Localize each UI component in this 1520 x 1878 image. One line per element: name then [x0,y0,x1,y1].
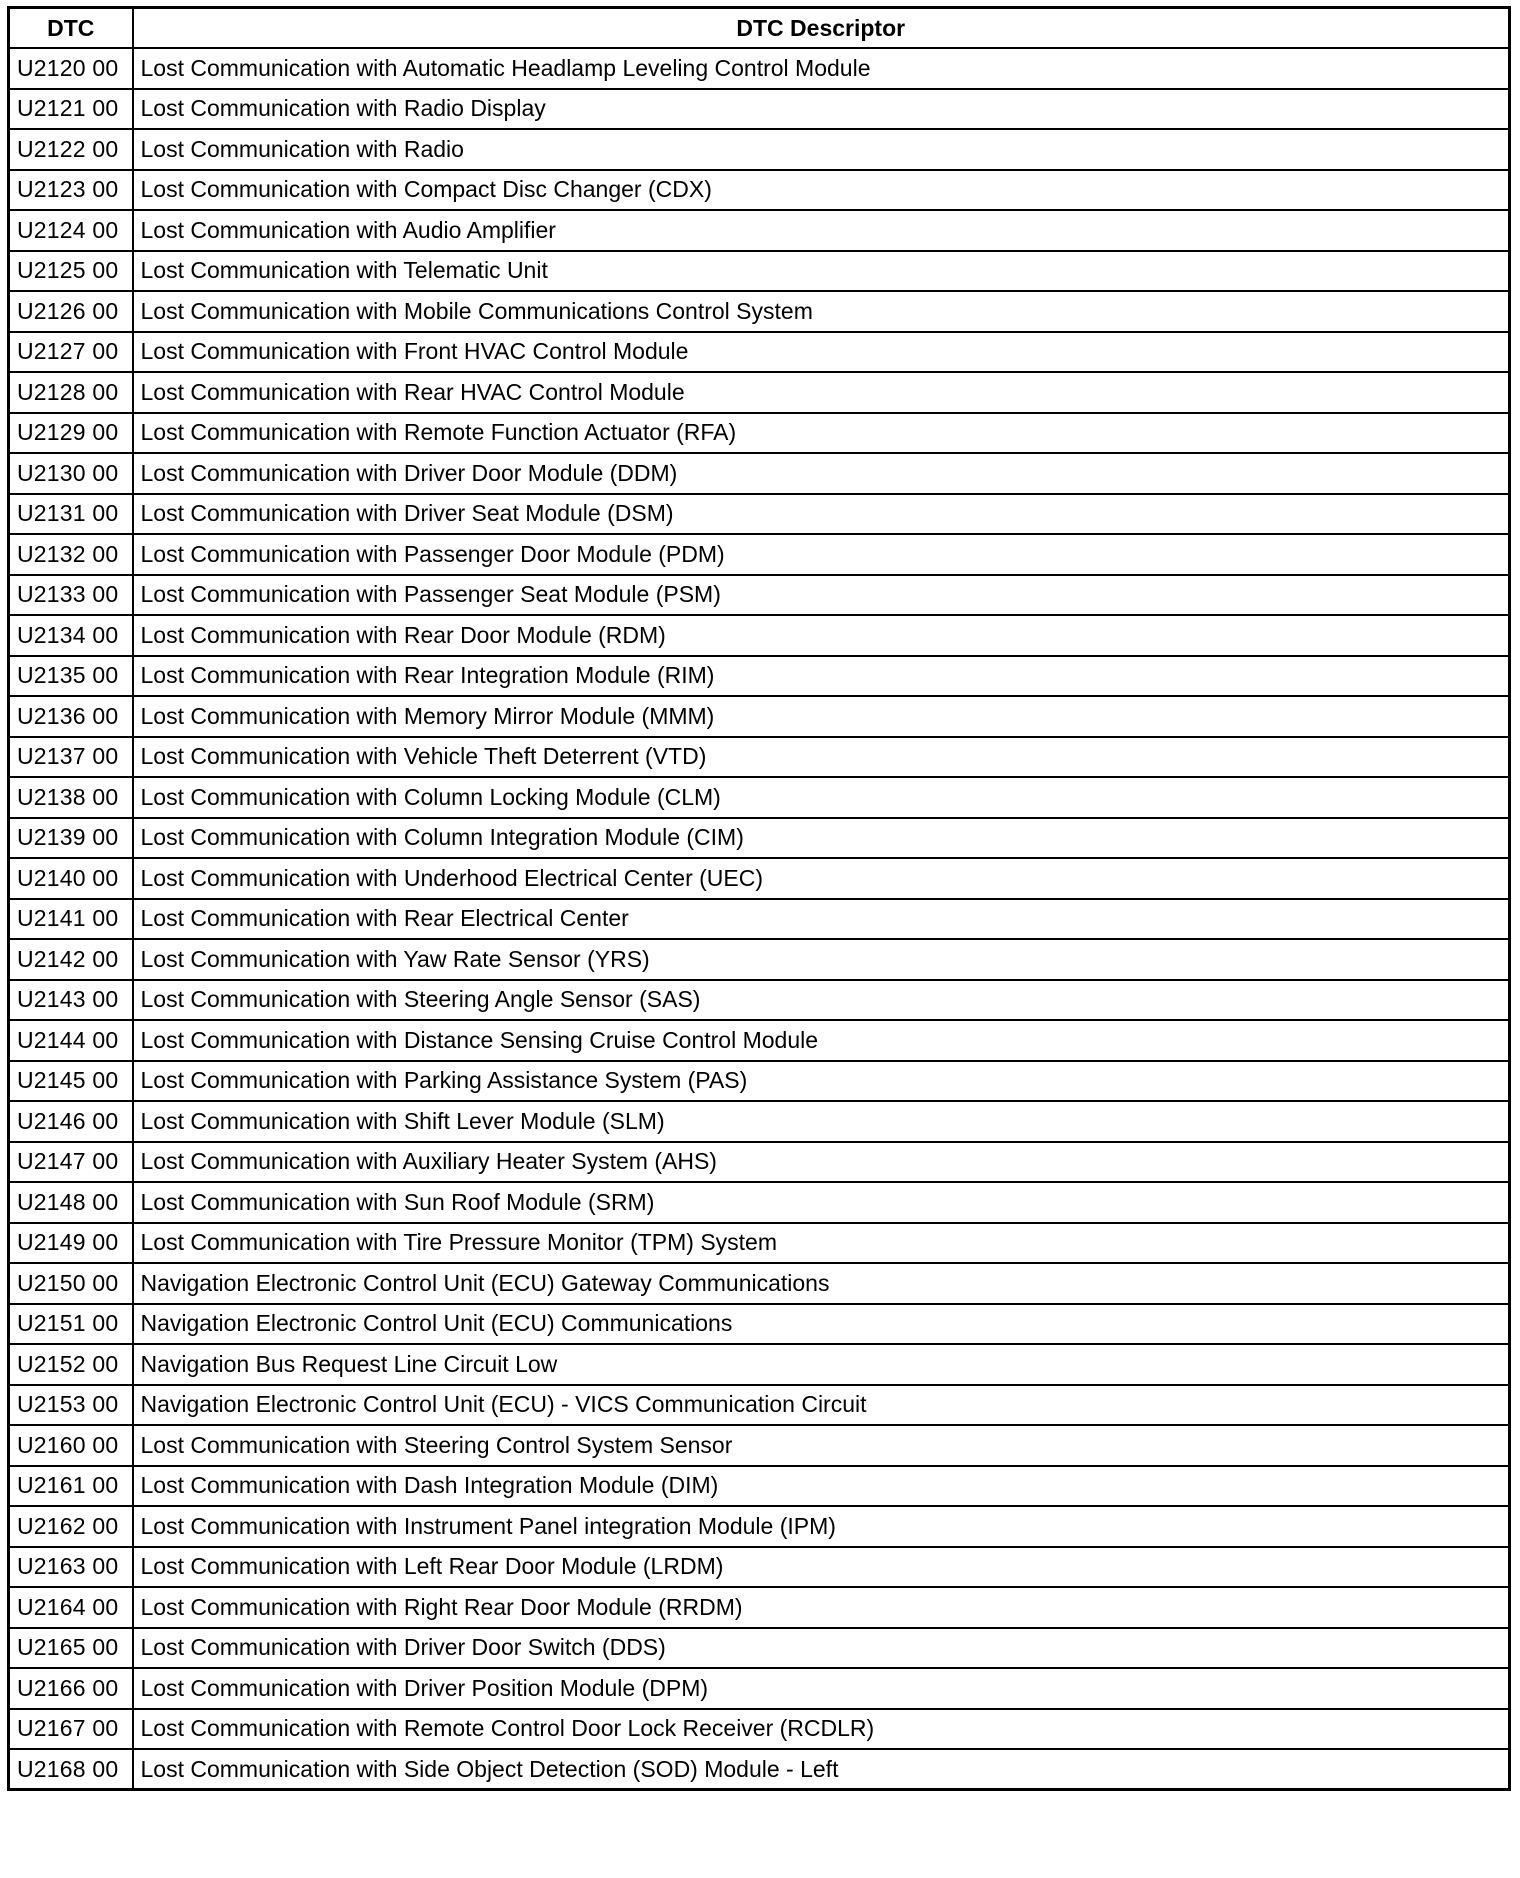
dtc-code-cell: U2148 00 [9,1182,133,1223]
table-row [9,494,1510,535]
dtc-code-cell: U2138 00 [9,777,133,818]
dtc-descriptor-cell: Navigation Electronic Control Unit (ECU) - VICS Communication Circuit [133,1385,1510,1426]
dtc-descriptor-cell: Lost Communication with Distance Sensing Cruise Control Module [133,1020,1510,1061]
dtc-descriptor-cell: Lost Communication with Driver Door Switch (DDS) [133,1628,1510,1669]
dtc-code-cell: U2129 00 [9,413,133,454]
dtc-code-cell: U2143 00 [9,980,133,1021]
dtc-descriptor-cell: Lost Communication with Passenger Door Module (PDM) [133,534,1510,575]
table-row [9,1425,1510,1466]
table-row [9,737,1510,778]
dtc-code-cell: U2131 00 [9,494,133,535]
dtc-descriptor-cell: Lost Communication with Remote Control Door Lock Receiver (RCDLR) [133,1709,1510,1750]
dtc-descriptor-cell: Lost Communication with Parking Assistance System (PAS) [133,1061,1510,1102]
table-row [9,89,1510,130]
table-row [9,1628,1510,1669]
dtc-code-cell: U2142 00 [9,939,133,980]
dtc-descriptor-cell: Lost Communication with Underhood Electrical Center (UEC) [133,858,1510,899]
table-row [9,170,1510,211]
dtc-code-cell: U2146 00 [9,1101,133,1142]
table-row [9,858,1510,899]
dtc-descriptor-cell: Lost Communication with Audio Amplifier [133,210,1510,251]
table-row [9,453,1510,494]
dtc-descriptor-cell: Lost Communication with Vehicle Theft Deterrent (VTD) [133,737,1510,778]
dtc-code-cell: U2152 00 [9,1344,133,1385]
dtc-code-cell: U2133 00 [9,575,133,616]
dtc-descriptor-cell: Lost Communication with Rear Integration Module (RIM) [133,656,1510,697]
table-body [9,48,1510,1790]
dtc-descriptor-cell: Lost Communication with Passenger Seat Module (PSM) [133,575,1510,616]
dtc-code-cell: U2125 00 [9,251,133,292]
dtc-descriptor-cell: Navigation Electronic Control Unit (ECU) Gateway Communications [133,1263,1510,1304]
table-row [9,372,1510,413]
table-row [9,251,1510,292]
dtc-descriptor-cell: Lost Communication with Shift Lever Module (SLM) [133,1101,1510,1142]
table-row [9,818,1510,859]
table-row [9,1506,1510,1547]
table-row [9,777,1510,818]
dtc-code-cell: U2130 00 [9,453,133,494]
table-row [9,939,1510,980]
table-row [9,1061,1510,1102]
dtc-code-cell: U2126 00 [9,291,133,332]
table-row [9,1263,1510,1304]
dtc-code-cell: U2165 00 [9,1628,133,1669]
dtc-code-cell: U2145 00 [9,1061,133,1102]
dtc-code-cell: U2153 00 [9,1385,133,1426]
table-row [9,1020,1510,1061]
dtc-descriptor-cell: Lost Communication with Rear HVAC Control Module [133,372,1510,413]
table-row [9,615,1510,656]
table-row [9,1668,1510,1709]
dtc-code-cell: U2132 00 [9,534,133,575]
dtc-descriptor-cell: Lost Communication with Radio [133,129,1510,170]
table-row [9,1142,1510,1183]
dtc-descriptor-cell: Lost Communication with Rear Door Module (RDM) [133,615,1510,656]
dtc-descriptor-cell: Lost Communication with Side Object Detection (SOD) Module - Left [133,1749,1510,1790]
table-row [9,1749,1510,1790]
table-row [9,332,1510,373]
dtc-descriptor-cell: Lost Communication with Column Integration Module (CIM) [133,818,1510,859]
dtc-descriptor-cell: Lost Communication with Right Rear Door Module (RRDM) [133,1587,1510,1628]
dtc-descriptor-cell: Lost Communication with Column Locking Module (CLM) [133,777,1510,818]
dtc-code-cell: U2164 00 [9,1587,133,1628]
table-row [9,129,1510,170]
dtc-code-cell: U2150 00 [9,1263,133,1304]
dtc-code-cell: U2160 00 [9,1425,133,1466]
table-row [9,1709,1510,1750]
dtc-code-cell: U2147 00 [9,1142,133,1183]
dtc-code-cell: U2144 00 [9,1020,133,1061]
dtc-code-cell: U2120 00 [9,48,133,89]
dtc-code-cell: U2122 00 [9,129,133,170]
dtc-descriptor-cell: Lost Communication with Steering Angle Sensor (SAS) [133,980,1510,1021]
table-row [9,575,1510,616]
dtc-descriptor-cell: Lost Communication with Mobile Communications Control System [133,291,1510,332]
table-row [9,696,1510,737]
table-row [9,210,1510,251]
dtc-code-cell: U2140 00 [9,858,133,899]
dtc-code-cell: U2168 00 [9,1749,133,1790]
table-row [9,1466,1510,1507]
table-row [9,1223,1510,1264]
header-dtc-descriptor: DTC Descriptor [133,8,1510,49]
table-row [9,1182,1510,1223]
dtc-descriptor-cell: Lost Communication with Telematic Unit [133,251,1510,292]
dtc-code-cell: U2127 00 [9,332,133,373]
dtc-code-cell: U2149 00 [9,1223,133,1264]
header-dtc: DTC [9,8,133,49]
dtc-descriptor-cell: Lost Communication with Auxiliary Heater System (AHS) [133,1142,1510,1183]
table-row [9,1385,1510,1426]
dtc-code-cell: U2135 00 [9,656,133,697]
dtc-descriptor-cell: Lost Communication with Steering Control System Sensor [133,1425,1510,1466]
dtc-code-cell: U2123 00 [9,170,133,211]
dtc-code-cell: U2163 00 [9,1547,133,1588]
table-row [9,1101,1510,1142]
dtc-descriptor-cell: Lost Communication with Compact Disc Changer (CDX) [133,170,1510,211]
dtc-descriptor-cell: Lost Communication with Instrument Panel integration Module (IPM) [133,1506,1510,1547]
table-row [9,1587,1510,1628]
table-header [9,8,1510,49]
dtc-code-cell: U2137 00 [9,737,133,778]
dtc-descriptor-cell: Lost Communication with Tire Pressure Monitor (TPM) System [133,1223,1510,1264]
table-row [9,1547,1510,1588]
table-row [9,291,1510,332]
dtc-code-cell: U2162 00 [9,1506,133,1547]
table-row [9,656,1510,697]
table-row [9,413,1510,454]
dtc-code-cell: U2161 00 [9,1466,133,1507]
dtc-descriptor-cell: Lost Communication with Automatic Headlamp Leveling Control Module [133,48,1510,89]
dtc-descriptor-cell: Lost Communication with Remote Function Actuator (RFA) [133,413,1510,454]
table-row [9,980,1510,1021]
dtc-descriptor-cell: Lost Communication with Radio Display [133,89,1510,130]
dtc-descriptor-cell: Lost Communication with Driver Door Module (DDM) [133,453,1510,494]
dtc-code-cell: U2136 00 [9,696,133,737]
dtc-descriptor-cell: Lost Communication with Dash Integration Module (DIM) [133,1466,1510,1507]
dtc-code-cell: U2141 00 [9,899,133,940]
table-row [9,899,1510,940]
dtc-code-cell: U2124 00 [9,210,133,251]
dtc-table [7,6,1511,1791]
dtc-descriptor-cell: Lost Communication with Rear Electrical Center [133,899,1510,940]
table-row [9,1304,1510,1345]
header-row [9,8,1510,49]
dtc-code-cell: U2167 00 [9,1709,133,1750]
dtc-descriptor-cell: Lost Communication with Sun Roof Module (SRM) [133,1182,1510,1223]
dtc-descriptor-cell: Lost Communication with Front HVAC Control Module [133,332,1510,373]
dtc-code-cell: U2121 00 [9,89,133,130]
dtc-code-cell: U2134 00 [9,615,133,656]
table-row [9,48,1510,89]
table-row [9,1344,1510,1385]
dtc-descriptor-cell: Lost Communication with Driver Position Module (DPM) [133,1668,1510,1709]
table-row [9,534,1510,575]
dtc-code-cell: U2128 00 [9,372,133,413]
dtc-descriptor-cell: Lost Communication with Left Rear Door Module (LRDM) [133,1547,1510,1588]
dtc-descriptor-cell: Lost Communication with Driver Seat Module (DSM) [133,494,1510,535]
dtc-code-cell: U2139 00 [9,818,133,859]
dtc-descriptor-cell: Navigation Bus Request Line Circuit Low [133,1344,1510,1385]
dtc-descriptor-cell: Navigation Electronic Control Unit (ECU) Communications [133,1304,1510,1345]
dtc-descriptor-cell: Lost Communication with Yaw Rate Sensor (YRS) [133,939,1510,980]
dtc-descriptor-cell: Lost Communication with Memory Mirror Module (MMM) [133,696,1510,737]
dtc-code-cell: U2166 00 [9,1668,133,1709]
dtc-code-cell: U2151 00 [9,1304,133,1345]
